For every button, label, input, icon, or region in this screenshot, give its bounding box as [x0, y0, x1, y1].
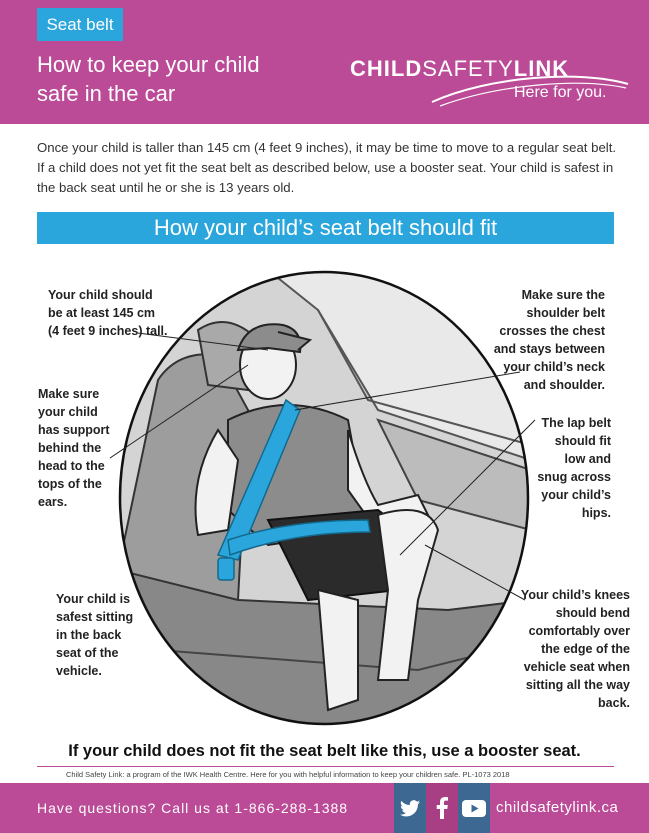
footnote: Child Safety Link: a program of the IWK Health Centre. Here for you with helpful information to keep your children safe. PL-1073 2018: [66, 770, 510, 779]
topic-tag: Seat belt: [37, 8, 123, 41]
callout-height: Your child should be at least 145 cm (4 feet 9 inches) tall.: [48, 288, 168, 338]
footnote-divider: [37, 766, 614, 767]
title-line-2: safe in the car: [37, 81, 176, 106]
title-line-1: How to keep your child: [37, 52, 260, 77]
callout-knees: Your child’s knees should bend comfortably over the edge of the vehicle seat when sitting all the way back.: [520, 588, 630, 710]
footer-bar: [0, 783, 649, 833]
phone-contact[interactable]: Have questions? Call us at 1-866-288-1388: [37, 800, 349, 816]
logo-child: CHILD: [350, 56, 423, 81]
logo-safety: SAFETY: [422, 56, 514, 81]
logo-link: LINK: [513, 56, 570, 81]
website-link[interactable]: childsafetylink.ca: [496, 799, 619, 816]
facebook-icon[interactable]: [426, 783, 458, 833]
section-title: How your child’s seat belt should fit: [37, 212, 614, 244]
callout-shoulder-belt: Make sure the shoulder belt crosses the chest and stays between your child’s neck and shoulder.: [493, 288, 605, 392]
callout-head-support: Make sure your child has support behind the head to the tops of the ears.: [38, 387, 110, 509]
intro-paragraph: Once your child is taller than 145 cm (4 feet 9 inches), it may be time to move to a regular seat belt. If a child does not yet fit the seat belt as described below, use a booster seat. Your child is safest in the back seat until he or she is 13 years old.: [37, 140, 617, 195]
youtube-icon[interactable]: [458, 783, 490, 833]
callout-back-seat: Your child is safest sitting in the back seat of the vehicle.: [56, 592, 134, 678]
twitter-icon[interactable]: [394, 783, 426, 833]
booster-seat-message: If your child does not fit the seat belt like this, use a booster seat.: [68, 742, 581, 760]
logo-tagline: Here for you.: [514, 84, 607, 101]
callout-lap-belt: The lap belt should fit low and snug across your child’s hips.: [537, 416, 611, 520]
